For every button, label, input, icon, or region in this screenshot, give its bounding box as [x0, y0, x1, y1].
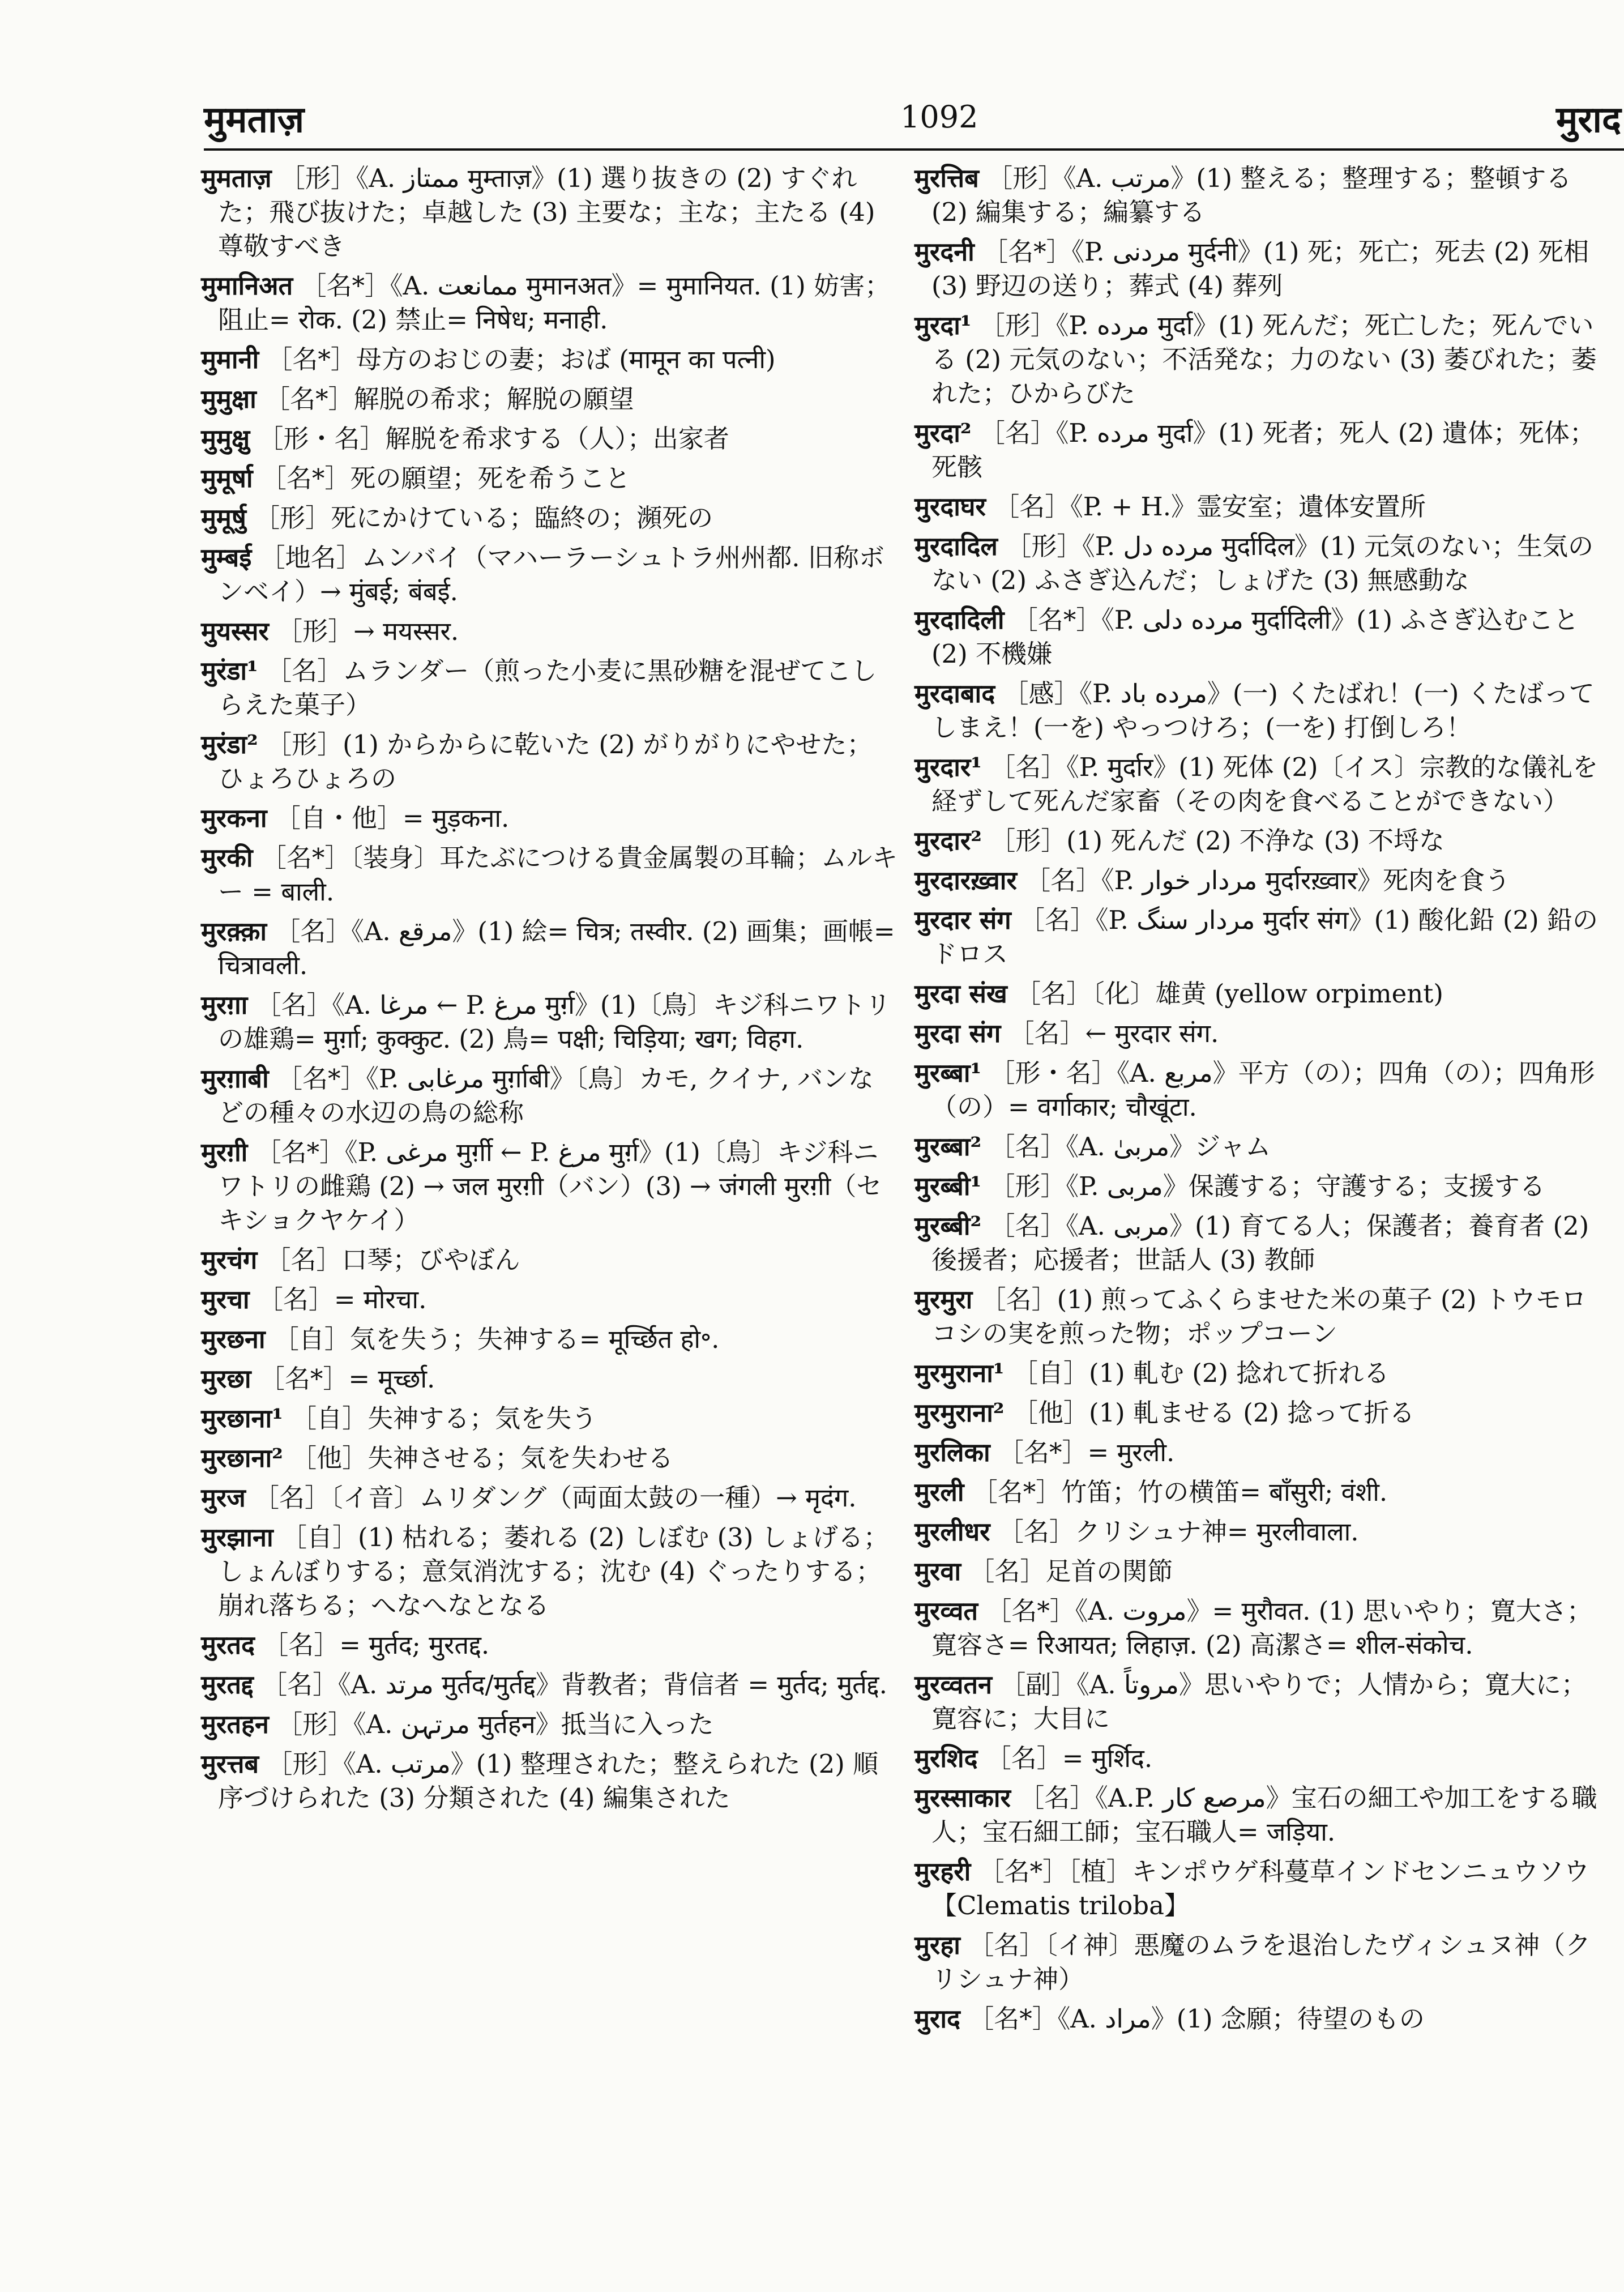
- entry-headword: मुरंडा¹: [201, 656, 258, 686]
- entry-definition: ［名*］《P. مردنی मुर्दनी》(1) 死；死亡；死去 (2) 死相 (3) 野辺の送り；葬式 (4) 葬列: [931, 237, 1589, 301]
- entry-definition: ［名］《A. مربیٰ》ジャム: [989, 1132, 1271, 1162]
- entry-definition: ［形］→ मयस्सर.: [277, 616, 459, 646]
- entry-definition: ［名*］〔装身〕耳たぶにつける貴金属製の耳輪；ムルキー = बाली.: [218, 843, 898, 907]
- dictionary-entry: [201, 1521, 898, 1623]
- entry-headword: मुरब्बी¹: [914, 1171, 982, 1201]
- dictionary-entry: [201, 1708, 898, 1742]
- entry-headword: मुरली: [914, 1477, 964, 1507]
- entry-definition: ［名*］《P. مرده دلی मुर्दादिली》(1) ふさぎ込むこと (2) 不機嫌: [931, 605, 1579, 669]
- entry-headword: मुरक़्क़ा: [201, 916, 267, 946]
- entry-definition: ［名］クリシュナ神= मुरलीवाला.: [998, 1517, 1359, 1547]
- header-rule: [204, 148, 1624, 151]
- entry-definition: ［名］← मुरदार संग.: [1008, 1018, 1219, 1048]
- entry-headword: मुरमुराना²: [914, 1398, 1005, 1428]
- entry-definition: ［名］〔イ音〕ムリダング（両面太鼓の一種）→ मृदंग.: [254, 1483, 857, 1513]
- entry-headword: मुरदा²: [914, 418, 972, 448]
- entry-definition: ［他］(1) 軋ませる (2) 捻って折る: [1012, 1398, 1415, 1428]
- entry-headword: मुरलीधर: [914, 1517, 990, 1547]
- entry-headword: मुरशिद: [914, 1743, 978, 1773]
- entry-headword: मुरझाना: [201, 1522, 273, 1552]
- dictionary-entry: [201, 801, 898, 835]
- entry-definition: ［名*］《A. مروت》= मुरौवत. (1) 思いやり；寛大さ；寛容さ= रिआयत; लिहाज़. (2) 高潔さ= शील-संकोच.: [931, 1596, 1592, 1660]
- entry-definition: ［形］《P. مرده دل मुर्दादिल》(1) 元気のない；生気のない (2) ふさぎ込んだ；しょげた (3) 無感動な: [931, 531, 1593, 595]
- dictionary-entry: [914, 1475, 1611, 1509]
- entry-headword: मुरग़ाबी: [201, 1064, 269, 1094]
- entry-headword: मुरहा: [914, 1930, 960, 1960]
- dictionary-entry: [201, 1243, 898, 1277]
- entry-headword: मुरस्साकार: [914, 1783, 1011, 1813]
- entry-definition: ［名*］《P. مرغی मुर्ग़ी ← P. مرغ मुर्ग़》(1)〔鳥〕キジ科ニワトリの雌鶏 (2) → जल मुरग़ी（バン）(3) → जंगली मुरग़ी（セキショクヤケイ）: [218, 1137, 882, 1235]
- entry-headword: मुरव्वतन: [914, 1670, 993, 1700]
- entry-definition: ［名］《P. مرده मुर्दा》(1) 死者；死人 (2) 遺体；死体；死骸: [931, 418, 1595, 482]
- entry-definition: ［形］(1) 死んだ (2) 不浄な (3) 不埒な: [990, 826, 1445, 856]
- entry-headword: मुरवा: [914, 1556, 961, 1586]
- dictionary-entry: [201, 654, 898, 722]
- page-number: 1092: [900, 99, 978, 135]
- dictionary-entry: [914, 977, 1611, 1011]
- entry-headword: मुमताज़: [201, 163, 272, 193]
- entry-headword: मुरकी: [201, 843, 253, 873]
- dictionary-entry: [914, 1515, 1611, 1549]
- entry-headword: मुरदारख़्वार: [914, 865, 1017, 895]
- entry-definition: ［名*］母方のおじの妻；おば (मामून का पत्नी): [267, 344, 776, 374]
- dictionary-entry: [914, 903, 1611, 971]
- entry-definition: ［名］《P. + H.》霊安室；遺体安置所: [994, 492, 1426, 522]
- dictionary-entry: [201, 1747, 898, 1815]
- right-column: [914, 161, 1611, 2042]
- entry-headword: मुरग़ा: [201, 990, 248, 1020]
- entry-definition: ［自］気を失う；失神する= मूर्च्छित हो॰.: [273, 1324, 720, 1354]
- dictionary-entry: [201, 1283, 898, 1317]
- dictionary-entry: [914, 416, 1611, 484]
- entry-headword: मुरदार¹: [914, 752, 982, 782]
- entry-definition: ［名］《P. مردار سنگ मुर्दार संग》(1) 酸化鉛 (2) 鉛のドロス: [931, 905, 1599, 969]
- entry-definition: ［感］《P. مرده باد》(一) くたばれ！(一) くたばってしまえ！(一を) やっつけろ；(一を) 打倒しろ！: [931, 678, 1595, 742]
- dictionary-entry: [201, 382, 898, 416]
- entry-headword: मुरदा¹: [914, 310, 972, 340]
- entry-definition: ［名*］［植］キンポウゲ科蔓草インドセンニュウソウ【Clematis triloba】: [931, 1856, 1589, 1920]
- entry-definition: ［形］《P. مرده मुर्दा》(1) 死んだ；死亡した；死んでいる (2) 元気のない；不活発な；力のない (3) 萎びれた；萎れた；ひからびた: [931, 310, 1597, 408]
- entry-headword: मुरदादिली: [914, 605, 1005, 635]
- dictionary-entry: [201, 915, 898, 983]
- entry-headword: मुरज: [201, 1483, 246, 1513]
- entry-headword: मुमूर्षु: [201, 503, 246, 533]
- dictionary-entry: [201, 269, 898, 337]
- entry-definition: ［地名］ムンバイ（マハーラーシュトラ州州都. 旧称ボンベイ）→ मुंबई; बंबई.: [218, 543, 884, 607]
- dictionary-entry: [914, 1356, 1611, 1390]
- dictionary-entry: [201, 1628, 898, 1662]
- dictionary-entry: [914, 750, 1611, 818]
- dictionary-entry: [201, 343, 898, 377]
- entry-headword: मुरछना: [201, 1324, 266, 1354]
- entry-definition: ［名］= मोरचा.: [257, 1284, 427, 1314]
- dictionary-entry: [914, 1436, 1611, 1470]
- entry-definition: ［形・名］《A. مربع》平方（の）；四角（の）；四角形（の）= वर्गाकार; चौखूंटा.: [931, 1058, 1595, 1122]
- dictionary-entry: [914, 1396, 1611, 1430]
- entry-headword: मुरंडा²: [201, 729, 258, 759]
- dictionary-entry: [201, 1062, 898, 1130]
- dictionary-entry: [914, 1209, 1611, 1277]
- page-header: [204, 93, 1624, 156]
- entry-definition: ［形・名］解脱を希求する（人）；出家者: [258, 424, 729, 454]
- dictionary-entry: [914, 2002, 1611, 2036]
- entry-definition: ［自］(1) 軋む (2) 捻れて折れる: [1012, 1358, 1390, 1388]
- entry-definition: ［形］《A. مرتہن मुर्तहन》抵当に入った: [277, 1709, 714, 1739]
- dictionary-entry: [914, 161, 1611, 229]
- dictionary-entry: [201, 501, 898, 535]
- entry-definition: ［名］ムランダー（煎った小麦に黒砂糖を混ぜてこしらえた菓子）: [218, 656, 877, 720]
- dictionary-entry: [201, 422, 898, 456]
- entry-definition: ［名］= मुर्तद; मुरतद्द.: [263, 1630, 490, 1660]
- entry-definition: ［名*］= मूर्च्छा.: [259, 1364, 435, 1394]
- entry-headword: मुरचा: [201, 1284, 250, 1314]
- entry-headword: मुमुक्षु: [201, 424, 250, 454]
- entry-definition: ［形］《A. ممتاز मुम्ताज़》(1) 選り抜きの (2) すぐれた；飛び抜けた；卓越した (3) 主要な；主な；主たる (4) 尊敬すべき: [218, 163, 875, 261]
- entry-definition: ［名*］竹笛；竹の横笛= बाँसुरी; वंशी.: [972, 1477, 1388, 1507]
- entry-headword: मुरचंग: [201, 1245, 258, 1275]
- entry-headword: मुरहरी: [914, 1856, 971, 1886]
- entry-headword: मुरतहन: [201, 1709, 269, 1739]
- dictionary-entry: [914, 1170, 1611, 1203]
- entry-headword: मुरव्वत: [914, 1596, 978, 1626]
- dictionary-entry: [201, 541, 898, 609]
- entry-definition: ［名］足首の関節: [969, 1556, 1173, 1586]
- dictionary-entry: [914, 530, 1611, 597]
- entry-headword: मुरलिका: [914, 1437, 990, 1467]
- entry-definition: ［形］(1) からからに乾いた (2) がりがりにやせた；ひょろひょろの: [218, 729, 873, 793]
- entry-definition: ［名］= मुर्शिद.: [985, 1743, 1153, 1773]
- entry-definition: ［名］《A. مرقع》(1) 絵= चित्र; तस्वीर. (2) 画集；画帳= चित्रावली.: [218, 916, 895, 980]
- dictionary-entry: [914, 1742, 1611, 1775]
- dictionary-entry: [914, 864, 1611, 898]
- entry-definition: ［名］口琴；びやぼん: [265, 1245, 520, 1275]
- entry-definition: ［自・他］= मुड़कना.: [275, 803, 510, 833]
- left-column: [201, 161, 898, 1821]
- dictionary-entry: [914, 1056, 1611, 1124]
- dictionary-entry: [914, 1555, 1611, 1589]
- entry-definition: ［形］《P. مربی》保護する；守護する；支援する: [989, 1171, 1545, 1201]
- entry-headword: मुरब्बा²: [914, 1132, 982, 1162]
- dictionary-entry: [914, 1668, 1611, 1736]
- entry-headword: मुम्बई: [201, 543, 252, 573]
- dictionary-entry: [914, 490, 1611, 524]
- entry-definition: ［形］死にかけている；臨終の；瀕死の: [254, 503, 713, 533]
- entry-headword: मुमुक्षा: [201, 384, 257, 414]
- dictionary-entry: [201, 1322, 898, 1356]
- dictionary-entry: [914, 1781, 1611, 1849]
- entry-definition: ［名］《A. مربی》(1) 育てる人；保護者；養育者 (2) 後援者；応援者；世話人 (3) 教師: [931, 1211, 1589, 1275]
- entry-headword: मुरछाना²: [201, 1443, 283, 1473]
- entry-headword: मुरदनी: [914, 237, 975, 267]
- entry-headword: मुरदाबाद: [914, 678, 995, 708]
- entry-headword: मुरत्तब: [201, 1749, 259, 1779]
- entry-definition: ［名*］《A. مراد》(1) 念願；待望のもの: [968, 2004, 1425, 2034]
- dictionary-entry: [914, 309, 1611, 411]
- entry-definition: ［名］〔化〕雄黄 (yellow orpiment): [1015, 979, 1443, 1009]
- dictionary-entry: [201, 1668, 898, 1702]
- entry-headword: मुरमुराना¹: [914, 1358, 1005, 1388]
- dictionary-entry: [201, 1362, 898, 1396]
- entry-headword: मुरदाघर: [914, 492, 986, 522]
- dictionary-entry: [914, 603, 1611, 671]
- entry-headword: मुरदार²: [914, 826, 982, 856]
- dictionary-entry: [201, 161, 898, 263]
- entry-headword: मुरग़ी: [201, 1137, 248, 1167]
- dictionary-entry: [201, 841, 898, 909]
- entry-headword: मुमानिअत: [201, 271, 293, 301]
- dictionary-entry: [914, 1928, 1611, 1996]
- entry-headword: मुरदादिल: [914, 531, 998, 561]
- dictionary-entry: [914, 235, 1611, 303]
- entry-definition: ［形］《A. مرتب》(1) 整える；整理する；整頓する (2) 編集する；編纂する: [931, 163, 1572, 227]
- dictionary-entry: [914, 1130, 1611, 1164]
- dictionary-entry: [201, 1136, 898, 1237]
- dictionary-entry: [201, 614, 898, 648]
- entry-headword: मुमानी: [201, 344, 259, 374]
- entry-definition: ［名］《P. मुर्दार》(1) 死体 (2)〔イス〕宗教的な儀礼を経ずして死んだ家畜（その肉を食べることができない）: [931, 752, 1599, 816]
- entry-definition: ［自］失神する；気を失う: [291, 1403, 597, 1433]
- dictionary-entry: [914, 824, 1611, 858]
- entry-definition: ［副］《A. مروتاً》思いやりで；人情から；寛大に；寛容に；大目に: [931, 1670, 1587, 1734]
- entry-definition: ［名*］死の願望；死を希うこと: [260, 463, 631, 493]
- dictionary-entry: [914, 1283, 1611, 1351]
- entry-headword: मुरमुरा: [914, 1284, 973, 1314]
- entry-headword: मुयस्सर: [201, 616, 269, 646]
- running-head-right: मुराद: [1555, 99, 1621, 141]
- entry-headword: मुरत्तिब: [914, 163, 979, 193]
- entry-definition: ［形］《A. مرتب》(1) 整理された；整えられた (2) 順序づけられた (3) 分類された (4) 編集された: [218, 1749, 879, 1813]
- dictionary-entry: [201, 1402, 898, 1436]
- dictionary-entry: [201, 988, 898, 1056]
- entry-headword: मुरछा: [201, 1364, 251, 1394]
- entry-headword: मुरब्बा¹: [914, 1058, 982, 1088]
- entry-definition: ［名］(1) 煎ってふくらませた米の菓子 (2) トウモロコシの実を煎った物；ポップコーン: [931, 1284, 1587, 1348]
- dictionary-entry: [201, 728, 898, 796]
- entry-headword: मुरदा संख: [914, 979, 1007, 1009]
- entry-headword: मुरदार संग: [914, 905, 1011, 935]
- dictionary-entry: [201, 1481, 898, 1515]
- entry-definition: ［名］《A. مرتد मुर्तद/मुर्तद्द》背教者；背信者 = मुर्तद; मुर्तद्द.: [262, 1670, 887, 1700]
- entry-definition: ［名］《A.P. مرصع کار》宝石の細工や加工をする職人；宝石細工師；宝石職人= जड़िया.: [931, 1783, 1597, 1847]
- dictionary-entry: [914, 1855, 1611, 1923]
- dictionary-entry: [201, 462, 898, 496]
- entry-definition: ［名*］= मुरली.: [998, 1437, 1175, 1467]
- entry-headword: मुरकना: [201, 803, 267, 833]
- entry-definition: ［名］〔イ神〕悪魔のムラを退治したヴィシュヌ神（クリシュナ神）: [931, 1930, 1591, 1994]
- dictionary-entry: [914, 677, 1611, 745]
- entry-headword: मुरछाना¹: [201, 1403, 283, 1433]
- entry-headword: मुरतद: [201, 1630, 255, 1660]
- entry-definition: ［自］(1) 枯れる；萎れる (2) しぼむ (3) しょげる；しょんぼりする；意気消沈する；沈む (4) ぐったりする；崩れ落ちる；へなへなとなる: [218, 1522, 889, 1620]
- entry-definition: ［名］《P. مردار خوار मुर्दारख़्वार》死肉を食う: [1025, 865, 1511, 895]
- entry-definition: ［名*］《A. ممانعت मुमानअत》= मुमानियत. (1) 妨害；阻止= रोक. (2) 禁止= निषेध; मनाही.: [218, 271, 891, 335]
- dictionary-entry: [914, 1594, 1611, 1662]
- dictionary-entry: [201, 1441, 898, 1475]
- entry-definition: ［名］《A. مرغا ← P. مرغ मुर्ग़》(1)〔鳥〕キジ科ニワトリの雄鶏= मुर्ग़ा; कुक्कुट. (2) 鳥= पक्षी; चिड़िया; खग; विहग.: [218, 990, 891, 1054]
- entry-headword: मुरतद्द: [201, 1670, 254, 1700]
- entry-definition: ［他］失神させる；気を失わせる: [291, 1443, 674, 1473]
- entry-headword: मुराद: [914, 2004, 960, 2034]
- entry-definition: ［名*］解脱の希求；解脱の願望: [264, 384, 634, 414]
- entry-definition: ［名*］《P. مرغابی मुर्ग़ाबी》〔鳥〕カモ, クイナ, バンなどの種々の水辺の鳥の総称: [218, 1064, 874, 1128]
- entry-headword: मुरदा संग: [914, 1018, 1001, 1048]
- entry-headword: मुरब्बी²: [914, 1211, 982, 1241]
- dictionary-entry: [914, 1017, 1611, 1051]
- running-head-left: मुमताज़: [204, 99, 305, 141]
- entry-headword: मुमूर्षा: [201, 463, 253, 493]
